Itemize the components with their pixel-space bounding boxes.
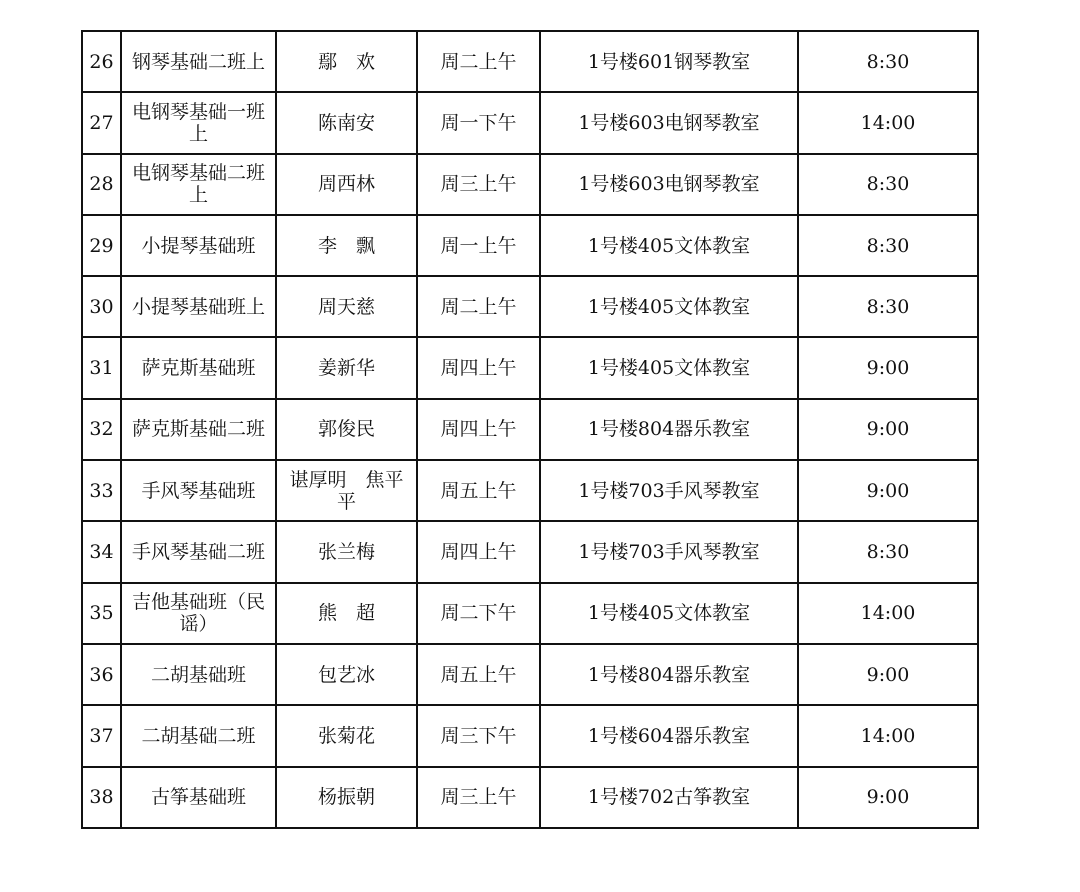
table-row	[82, 460, 978, 521]
class-time: 周三上午	[417, 154, 540, 215]
row-number: 33	[82, 460, 121, 521]
start-time: 9:00	[798, 644, 978, 705]
table-row	[82, 767, 978, 828]
course-name: 手风琴基础二班	[121, 521, 276, 582]
class-time: 周五上午	[417, 644, 540, 705]
class-time: 周四上午	[417, 521, 540, 582]
classroom: 1号楼804器乐教室	[540, 399, 798, 460]
teacher-name: 包艺冰	[276, 644, 417, 705]
teacher-name: 李 飘	[276, 215, 417, 276]
table-row	[82, 644, 978, 705]
teacher-name: 杨振朝	[276, 767, 417, 828]
teacher-name: 张兰梅	[276, 521, 417, 582]
classroom: 1号楼702古筝教室	[540, 767, 798, 828]
start-time: 9:00	[798, 399, 978, 460]
course-name: 电钢琴基础一班上	[121, 92, 276, 153]
start-time: 8:30	[798, 276, 978, 337]
table-row	[82, 337, 978, 398]
classroom: 1号楼703手风琴教室	[540, 460, 798, 521]
table-row	[82, 399, 978, 460]
class-time: 周五上午	[417, 460, 540, 521]
class-time: 周二下午	[417, 583, 540, 644]
class-time: 周四上午	[417, 337, 540, 398]
row-number: 31	[82, 337, 121, 398]
teacher-name: 鄢 欢	[276, 31, 417, 92]
row-number: 32	[82, 399, 121, 460]
class-time: 周三下午	[417, 705, 540, 766]
classroom: 1号楼601钢琴教室	[540, 31, 798, 92]
row-number: 27	[82, 92, 121, 153]
start-time: 14:00	[798, 705, 978, 766]
classroom: 1号楼603电钢琴教室	[540, 154, 798, 215]
row-number: 30	[82, 276, 121, 337]
class-time: 周二上午	[417, 276, 540, 337]
classroom: 1号楼604器乐教室	[540, 705, 798, 766]
course-name: 小提琴基础班	[121, 215, 276, 276]
course-name: 电钢琴基础二班上	[121, 154, 276, 215]
course-name: 二胡基础班	[121, 644, 276, 705]
course-name: 萨克斯基础班	[121, 337, 276, 398]
table-row	[82, 31, 978, 92]
start-time: 14:00	[798, 583, 978, 644]
class-time: 周一上午	[417, 215, 540, 276]
course-name: 二胡基础二班	[121, 705, 276, 766]
start-time: 8:30	[798, 154, 978, 215]
teacher-name: 姜新华	[276, 337, 417, 398]
classroom: 1号楼405文体教室	[540, 583, 798, 644]
classroom: 1号楼405文体教室	[540, 215, 798, 276]
course-name: 萨克斯基础二班	[121, 399, 276, 460]
table-row	[82, 521, 978, 582]
teacher-name: 陈南安	[276, 92, 417, 153]
teacher-name: 熊 超	[276, 583, 417, 644]
course-name: 古筝基础班	[121, 767, 276, 828]
table-row	[82, 154, 978, 215]
start-time: 14:00	[798, 92, 978, 153]
row-number: 38	[82, 767, 121, 828]
start-time: 9:00	[798, 767, 978, 828]
row-number: 35	[82, 583, 121, 644]
row-number: 26	[82, 31, 121, 92]
start-time: 9:00	[798, 337, 978, 398]
classroom: 1号楼405文体教室	[540, 337, 798, 398]
table-row	[82, 92, 978, 153]
teacher-name: 周天慈	[276, 276, 417, 337]
classroom: 1号楼603电钢琴教室	[540, 92, 798, 153]
class-time: 周四上午	[417, 399, 540, 460]
course-name: 小提琴基础班上	[121, 276, 276, 337]
course-name: 手风琴基础班	[121, 460, 276, 521]
schedule-table	[81, 30, 979, 829]
teacher-name: 周西林	[276, 154, 417, 215]
table-row	[82, 583, 978, 644]
start-time: 9:00	[798, 460, 978, 521]
row-number: 28	[82, 154, 121, 215]
table-row	[82, 215, 978, 276]
row-number: 29	[82, 215, 121, 276]
class-time: 周二上午	[417, 31, 540, 92]
row-number: 37	[82, 705, 121, 766]
classroom: 1号楼405文体教室	[540, 276, 798, 337]
row-number: 36	[82, 644, 121, 705]
teacher-name: 谌厚明 焦平平	[276, 460, 417, 521]
course-name: 钢琴基础二班上	[121, 31, 276, 92]
start-time: 8:30	[798, 31, 978, 92]
course-name: 吉他基础班（民谣）	[121, 583, 276, 644]
table-row	[82, 705, 978, 766]
row-number: 34	[82, 521, 121, 582]
teacher-name: 张菊花	[276, 705, 417, 766]
classroom: 1号楼804器乐教室	[540, 644, 798, 705]
table-row	[82, 276, 978, 337]
start-time: 8:30	[798, 215, 978, 276]
teacher-name: 郭俊民	[276, 399, 417, 460]
class-time: 周一下午	[417, 92, 540, 153]
class-time: 周三上午	[417, 767, 540, 828]
start-time: 8:30	[798, 521, 978, 582]
classroom: 1号楼703手风琴教室	[540, 521, 798, 582]
